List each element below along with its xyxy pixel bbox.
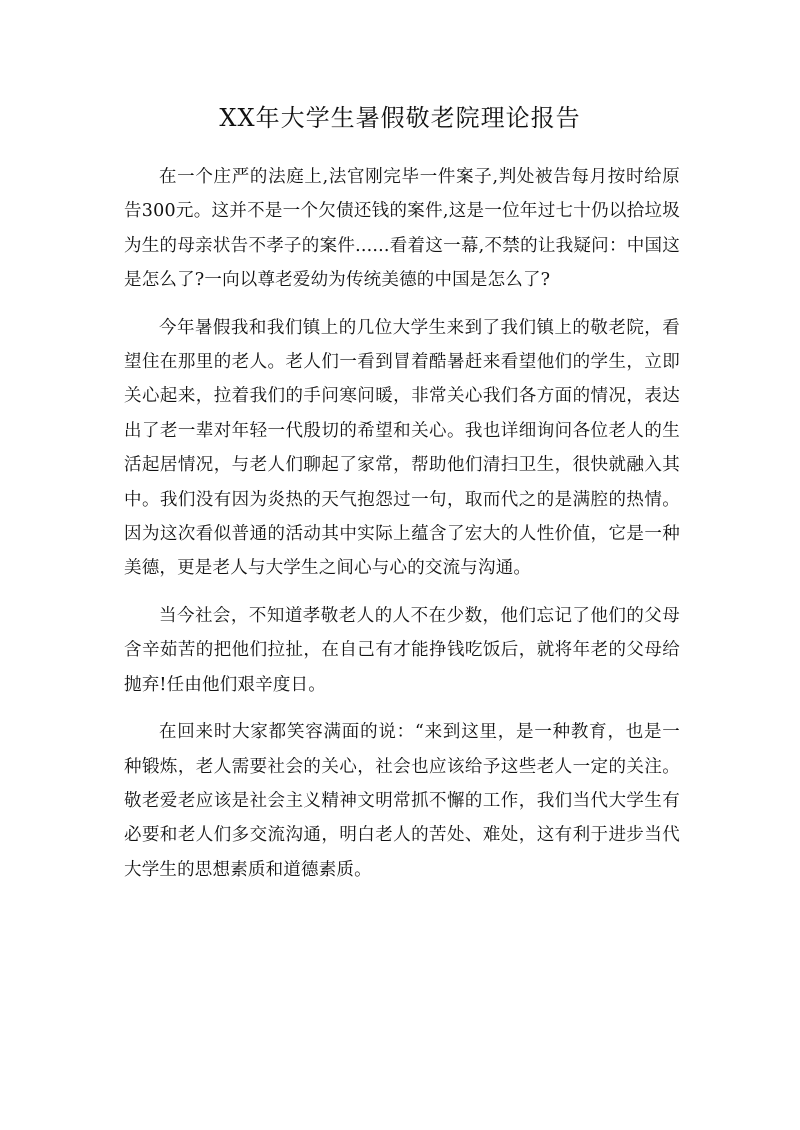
paragraph-3: 当今社会，不知道孝敬老人的人不在少数，他们忘记了他们的父母含辛茹苦的把他们拉扯，在自己有才能挣钱吃饭后，就将年老的父母给抛弃!任由他们艰辛度日。 bbox=[124, 605, 680, 695]
paragraph-1: 在一个庄严的法庭上,法官刚完毕一件案子,判处被告每月按时给原告300元。这并不是一个欠债还钱的案件,这是一位年过七十仍以拾垃圾为生的母亲状告不孝子的案件......看着这一幕,不禁的让我疑问：中国这是怎么了?一向以尊老爱幼为传统美德的中国是怎么了? bbox=[124, 167, 680, 291]
document-title: XX年大学生暑假敬老院理论报告 bbox=[219, 104, 581, 132]
document-body bbox=[124, 160, 680, 900]
paragraph-2: 今年暑假我和我们镇上的几位大学生来到了我们镇上的敬老院，看望住在那里的老人。老人们一看到冒着酷暑赶来看望他们的学生，立即关心起来，拉着我们的手问寒问暖，非常关心我们各方面的情况，表达出了老一辈对年轻一代殷切的希望和关心。我也详细询问各位老人的生活起居情况，与老人们聊起了家常，帮助他们清扫卫生，很快就融入其中。我们没有因为炎热的天气抱怨过一句，取而代之的是满腔的热情。因为这次看似普通的活动其中实际上蕴含了宏大的人性价值，它是一种美德，更是老人与大学生之间心与心的交流与沟通。 bbox=[124, 317, 680, 579]
paragraph-4: 在回来时大家都笑容满面的说：“来到这里，是一种教育，也是一种锻炼，老人需要社会的关心，社会也应该给予这些老人一定的关注。敬老爱老应该是社会主义精神文明常抓不懈的工作，我们当代大学生有必要和老人们多交流沟通，明白老人的苦处、难处，这有利于进步当代大学生的思想素质和道德素质。 bbox=[124, 722, 680, 880]
